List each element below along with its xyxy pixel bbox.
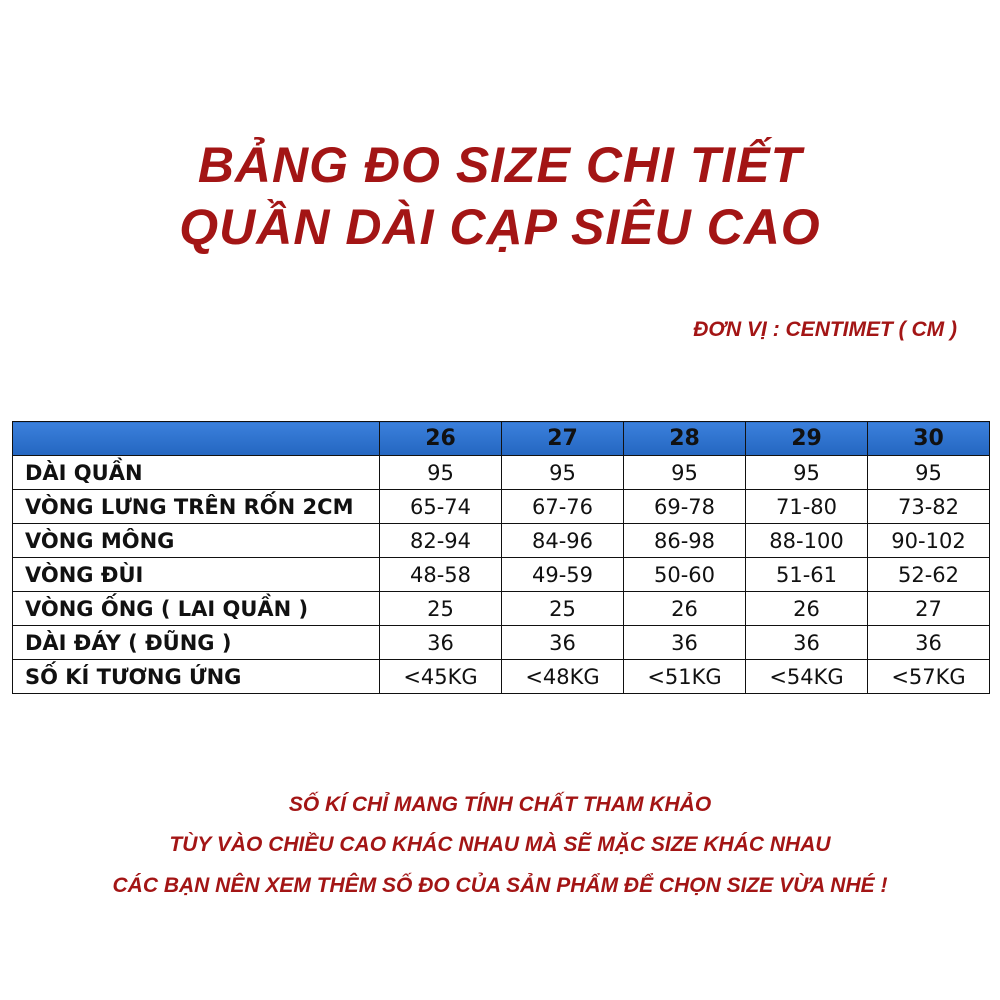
table-cell: <48KG (502, 660, 624, 694)
table-cell: 82-94 (380, 524, 502, 558)
table-cell: 36 (502, 626, 624, 660)
row-label: VÒNG ĐÙI (13, 558, 380, 592)
table-cell: 73-82 (868, 490, 990, 524)
table-cell: 36 (746, 626, 868, 660)
table-row (13, 592, 990, 626)
table-cell: 95 (624, 456, 746, 490)
row-label: DÀI ĐÁY ( ĐŨNG ) (13, 626, 380, 660)
row-label: VÒNG MÔNG (13, 524, 380, 558)
table-cell: <51KG (624, 660, 746, 694)
table-cell: 84-96 (502, 524, 624, 558)
row-label: VÒNG ỐNG ( LAI QUẦN ) (13, 592, 380, 626)
size-header-30: 30 (868, 422, 990, 456)
table-row (13, 490, 990, 524)
row-label: DÀI QUẦN (13, 456, 380, 490)
size-table (12, 421, 990, 694)
table-cell: 95 (746, 456, 868, 490)
page-title: BẢNG ĐO SIZE CHI TIẾT (197, 137, 803, 193)
size-header-28: 28 (624, 422, 746, 456)
unit-label: ĐƠN VỊ : CENTIMET ( CM ) (693, 318, 957, 341)
table-cell: <57KG (868, 660, 990, 694)
table-row (13, 626, 990, 660)
table-row (13, 558, 990, 592)
size-header-row (13, 422, 990, 456)
size-header-26: 26 (380, 422, 502, 456)
table-row (13, 524, 990, 558)
table-cell: 90-102 (868, 524, 990, 558)
table-cell: 36 (380, 626, 502, 660)
table-cell: 86-98 (624, 524, 746, 558)
table-row (13, 456, 990, 490)
table-cell: <54KG (746, 660, 868, 694)
table-cell: 25 (502, 592, 624, 626)
table-cell: 67-76 (502, 490, 624, 524)
size-header-27: 27 (502, 422, 624, 456)
table-cell: 71-80 (746, 490, 868, 524)
table-cell: 95 (868, 456, 990, 490)
table-cell: 49-59 (502, 558, 624, 592)
table-cell: 36 (624, 626, 746, 660)
table-cell: 51-61 (746, 558, 868, 592)
row-label: SỐ KÍ TƯƠNG ỨNG (13, 660, 380, 694)
page-subtitle: QUẦN DÀI CẠP SIÊU CAO (179, 199, 821, 255)
table-cell: 27 (868, 592, 990, 626)
note-line-3: CÁC BẠN NÊN XEM THÊM SỐ ĐO CỦA SẢN PHẨM ĐỂ CHỌN SIZE VỪA NHÉ ! (112, 874, 888, 897)
table-cell: 88-100 (746, 524, 868, 558)
note-line-1: SỐ KÍ CHỈ MANG TÍNH CHẤT THAM KHẢO (288, 793, 712, 816)
table-cell: 52-62 (868, 558, 990, 592)
table-cell: 26 (624, 592, 746, 626)
row-label: VÒNG LƯNG TRÊN RỐN 2CM (13, 490, 380, 524)
table-cell: 36 (868, 626, 990, 660)
table-cell: 50-60 (624, 558, 746, 592)
table-cell: <45KG (380, 660, 502, 694)
size-header-29: 29 (746, 422, 868, 456)
table-cell: 95 (502, 456, 624, 490)
table-cell: 25 (380, 592, 502, 626)
table-cell: 95 (380, 456, 502, 490)
note-line-2: TÙY VÀO CHIỀU CAO KHÁC NHAU MÀ SẼ MẶC SIZE KHÁC NHAU (169, 833, 831, 856)
table-cell: 48-58 (380, 558, 502, 592)
header-corner-cell (13, 422, 380, 456)
table-cell: 26 (746, 592, 868, 626)
table-cell: 69-78 (624, 490, 746, 524)
table-cell: 65-74 (380, 490, 502, 524)
table-row (13, 660, 990, 694)
